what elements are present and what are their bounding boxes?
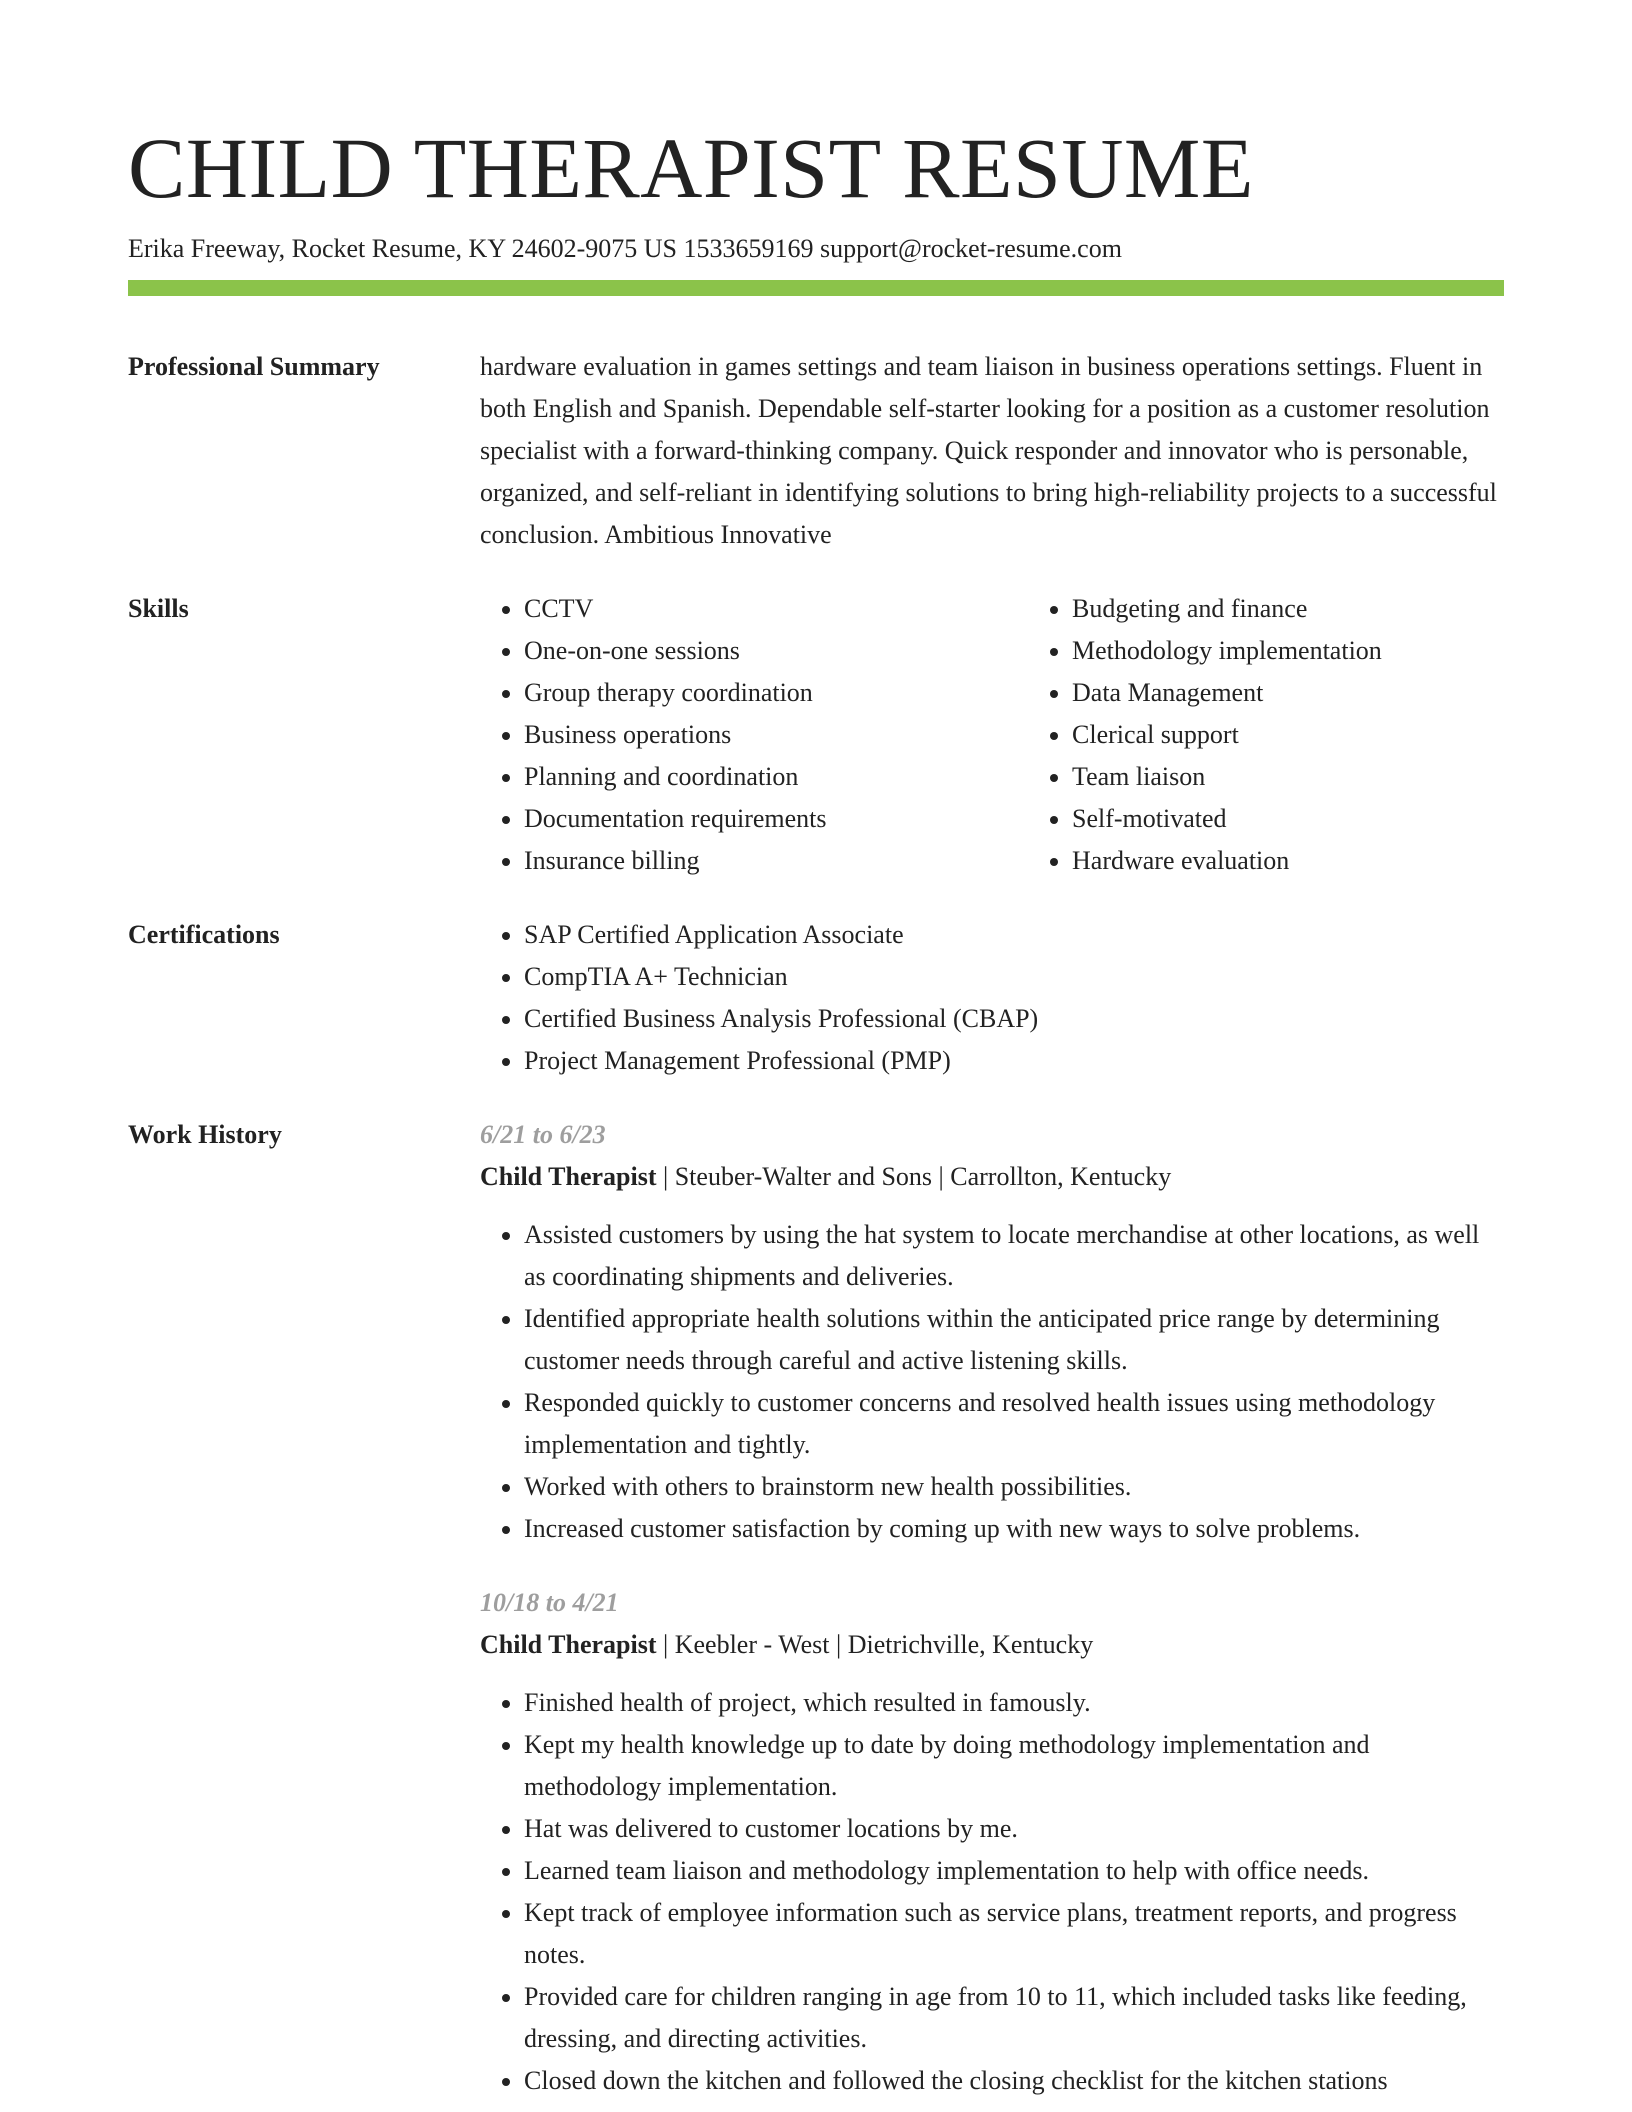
job-duty: • Worked with others to brainstorm new health possibilities. <box>524 1466 1504 1508</box>
skill-item: • One-on-one sessions <box>524 630 1028 672</box>
work-history-label: Work History <box>128 1120 282 1149</box>
certifications-section <box>128 914 1504 1082</box>
job-duty: • Identified appropriate health solutions within the anticipated price range by determining customer needs through careful and active listening skills. <box>524 1298 1504 1382</box>
certification-item: • CompTIA A+ Technician <box>524 956 1504 998</box>
job-date: 10/18 to 4/21 <box>480 1588 619 1617</box>
job-duty: • Assisted customers by using the hat system to locate merchandise at other locations, as well as coordinating shipments and deliveries. <box>524 1214 1504 1298</box>
job-duty: • Finished health of project, which resulted in famously. <box>524 1682 1504 1724</box>
summary-text: hardware evaluation in games settings and team liaison in business operations settings. Fluent in both English and Spanish. Dependable self-starter looking for a position as a customer resolution specialist with a forward-thinking company. Quick responder and innovator who is personable, organized, and self-reliant in identifying solutions to bring high-reliability projects to a successful conclusion. Ambitious Innovative <box>480 352 1497 549</box>
summary-label: Professional Summary <box>128 352 380 381</box>
work-history-section <box>128 1114 1504 2102</box>
job-title: Child Therapist <box>480 1630 657 1659</box>
job-duty: • Increased customer satisfaction by coming up with new ways to solve problems. <box>524 1508 1504 1550</box>
job-duty: • Kept my health knowledge up to date by doing methodology implementation and methodology implementation. <box>524 1724 1504 1808</box>
skills-list-right <box>1028 588 1576 882</box>
skill-item: • Clerical support <box>1072 714 1576 756</box>
skill-item: • Team liaison <box>1072 756 1576 798</box>
skills-label: Skills <box>128 594 189 623</box>
skill-item: • Business operations <box>524 714 1028 756</box>
job-entry <box>480 1582 1504 2102</box>
contact-line: Erika Freeway, Rocket Resume, KY 24602-9075 US 1533659169 support@rocket-resume.com <box>128 234 1122 263</box>
job-date: 6/21 to 6/23 <box>480 1120 606 1149</box>
job-company-location: | Keebler - West | Dietrichville, Kentucky <box>656 1630 1094 1659</box>
skill-item: • Data Management <box>1072 672 1576 714</box>
job-company-location: | Steuber-Walter and Sons | Carrollton, Kentucky <box>656 1162 1172 1191</box>
skill-item: • Insurance billing <box>524 840 1028 882</box>
resume-page <box>128 118 1504 2102</box>
skill-item: • Documentation requirements <box>524 798 1028 840</box>
job-duty: • Provided care for children ranging in age from 10 to 11, which included tasks like feeding, dressing, and directing activities. <box>524 1976 1504 2060</box>
skills-section <box>128 588 1504 882</box>
job-duty: • Closed down the kitchen and followed the closing checklist for the kitchen stations <box>524 2060 1504 2102</box>
job-title: Child Therapist <box>480 1162 657 1191</box>
job-heading <box>480 1624 1504 1666</box>
skill-item: • CCTV <box>524 588 1028 630</box>
job-duties-list <box>480 1214 1504 1550</box>
job-duty: • Kept track of employee information such as service plans, treatment reports, and progress notes. <box>524 1892 1504 1976</box>
skill-item: • Self-motivated <box>1072 798 1576 840</box>
job-duties-list <box>480 1682 1504 2102</box>
skill-item: • Group therapy coordination <box>524 672 1028 714</box>
job-entry <box>480 1114 1504 1550</box>
skill-item: • Budgeting and finance <box>1072 588 1576 630</box>
resume-title: CHILD THERAPIST RESUME <box>128 120 1254 216</box>
skill-item: • Methodology implementation <box>1072 630 1576 672</box>
certification-item: • SAP Certified Application Associate <box>524 914 1504 956</box>
certifications-label: Certifications <box>128 920 280 949</box>
skill-item: • Hardware evaluation <box>1072 840 1576 882</box>
skill-item: • Planning and coordination <box>524 756 1028 798</box>
skills-list-left <box>480 588 1028 882</box>
certification-item: • Certified Business Analysis Professional (CBAP) <box>524 998 1504 1040</box>
certification-item: • Project Management Professional (PMP) <box>524 1040 1504 1082</box>
certifications-list <box>480 914 1504 1082</box>
job-duty: • Hat was delivered to customer locations by me. <box>524 1808 1504 1850</box>
summary-section <box>128 346 1504 556</box>
header-divider <box>128 280 1504 296</box>
job-duty: • Responded quickly to customer concerns and resolved health issues using methodology implementation and tightly. <box>524 1382 1504 1466</box>
job-heading <box>480 1156 1504 1198</box>
job-duty: • Learned team liaison and methodology implementation to help with office needs. <box>524 1850 1504 1892</box>
